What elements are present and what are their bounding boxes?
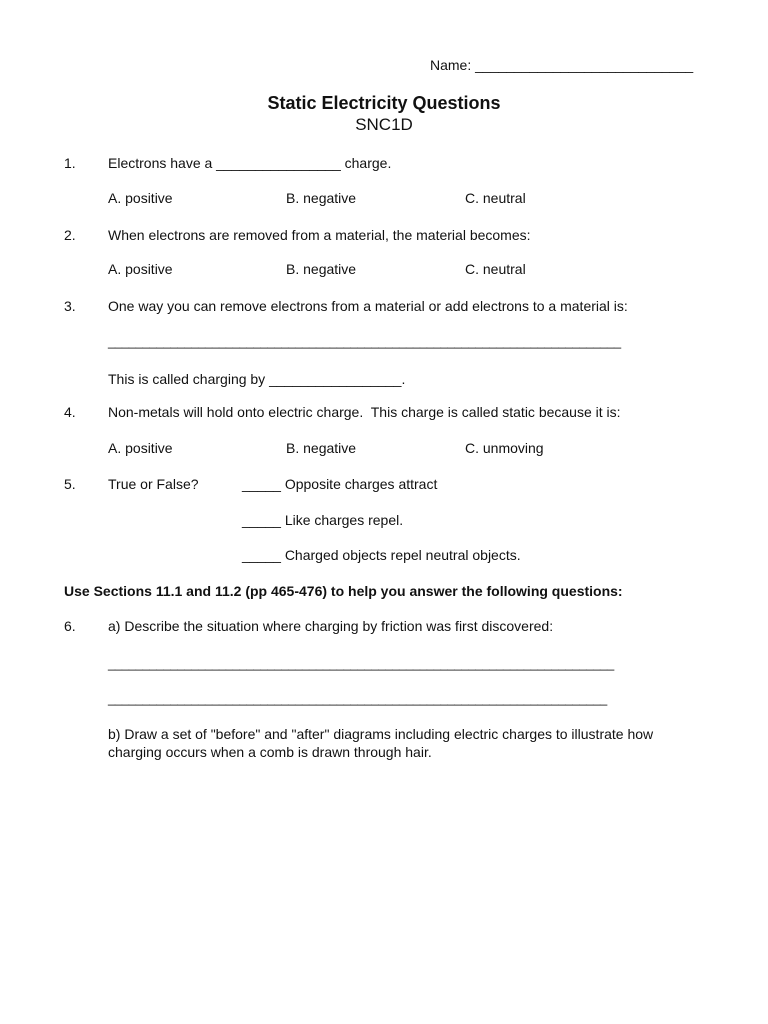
question-5-statement-2: _____ Like charges repel. [242,512,404,528]
question-2-text: When electrons are removed from a material, the material becomes: [108,227,531,243]
question-1-option-a: A. positive [108,190,173,206]
question-5-statement-1: _____ Opposite charges attract [242,476,438,492]
question-3-followup: This is called charging by _________________. [108,371,406,387]
question-1-text: Electrons have a ________________ charge. [108,155,392,171]
question-4-option-a: A. positive [108,440,173,456]
question-6-part-a: a) Describe the situation where charging by friction was first discovered: [108,618,554,634]
question-3-number: 3. [64,298,76,314]
page-title: Static Electricity Questions [267,93,501,113]
question-4-text: Non-metals will hold onto electric charge. This charge is called static because it is: [108,404,621,420]
question-2-option-a: A. positive [108,261,173,277]
question-2-number: 2. [64,227,76,243]
question-3-answer-line: __________________________________________________________________________ [108,334,621,349]
question-4-option-b: B. negative [286,440,357,456]
course-code: SNC1D [355,115,413,134]
question-5-statement-3: _____ Charged objects repel neutral objects. [242,547,521,563]
question-2-option-c: C. neutral [465,261,526,277]
question-6-number: 6. [64,618,76,634]
question-1-number: 1. [64,155,76,171]
question-6-answer-line-2: ________________________________________________________________________ [108,691,607,706]
question-3-text: One way you can remove electrons from a material or add electrons to a material is: [108,298,628,314]
question-6-answer-line-1: _________________________________________________________________________ [108,656,614,671]
question-5-prompt: True or False? [108,476,199,492]
question-5-number: 5. [64,476,76,492]
question-2-option-b: B. negative [286,261,357,277]
name-field-label: Name: ____________________________ [430,57,694,73]
question-1-option-c: C. neutral [465,190,526,206]
section-instruction: Use Sections 11.1 and 11.2 (pp 465-476) to help you answer the following questions: [64,583,623,599]
question-1-option-b: B. negative [286,190,357,206]
question-6-part-b: b) Draw a set of "before" and "after" diagrams including electric charges to illustrate how charging occurs when a comb is drawn through hair. [108,726,654,760]
question-4-number: 4. [64,404,76,420]
question-4-option-c: C. unmoving [465,440,544,456]
